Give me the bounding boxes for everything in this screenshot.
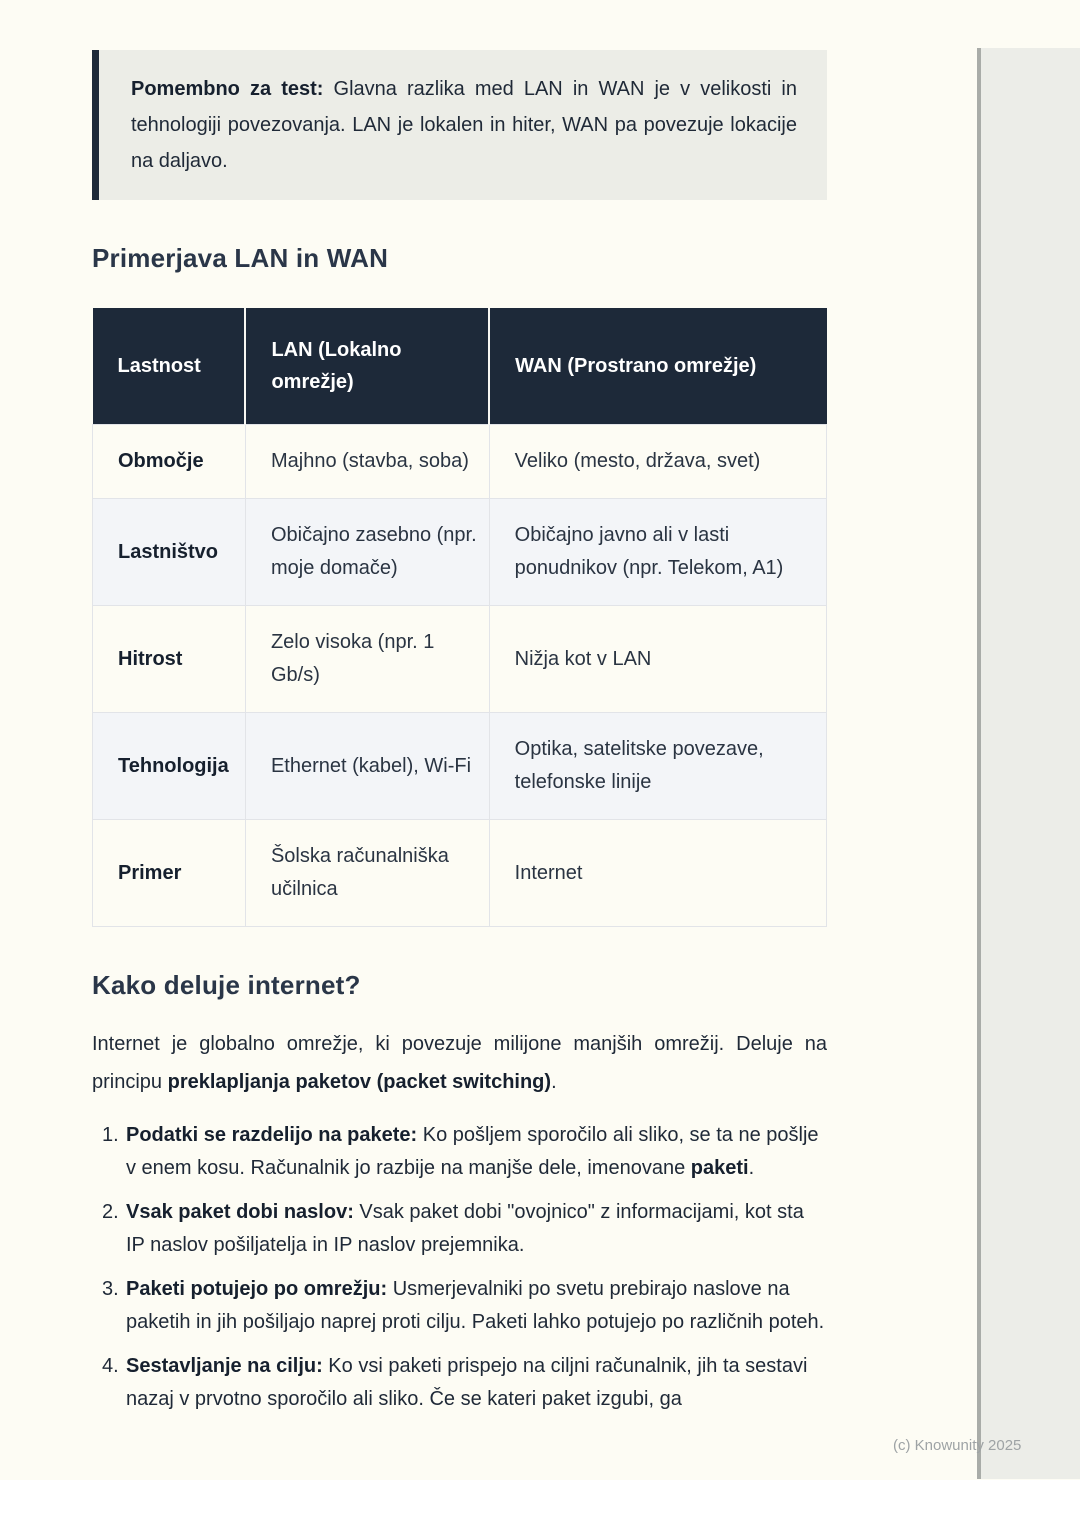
list-item-number: 3.	[102, 1278, 119, 1300]
list-item-text: Vsak paket dobi "ovojnico" z informacijami, kot sta IP naslov pošiljatelja in IP naslov prejemnika.	[126, 1201, 804, 1256]
intro-text: Internet je globalno omrežje, ki povezuje milijone manjših omrežij. Deluje na principu	[92, 1033, 827, 1093]
intro-paragraph	[92, 1025, 827, 1101]
wan-cell: Internet	[489, 820, 826, 927]
table-row	[93, 606, 827, 713]
header-cell-lan: LAN (Lokalno omrežje)	[245, 308, 489, 425]
feature-cell: Območje	[93, 425, 246, 499]
callout-label: Pomembno za test:	[131, 78, 324, 100]
list-item	[102, 1273, 827, 1339]
section-title-how-internet-works: Kako deluje internet?	[92, 970, 361, 1000]
lan-cell: Običajno zasebno (npr. moje domače)	[245, 499, 489, 606]
header-cell-wan: WAN (Prostrano omrežje)	[489, 308, 826, 425]
list-item-suffix: .	[748, 1157, 755, 1179]
intro-bold-text: preklapljanja paketov (packet switching)	[167, 1071, 552, 1093]
list-item-text: Ko pošljem sporočilo ali sliko, se ta ne pošlje v enem kosu. Računalnik jo razbije na manjše dele, imenovane	[126, 1124, 819, 1179]
list-item-label: Sestavljanje na cilju:	[126, 1355, 323, 1377]
watermark: (c) Knowunity 2025	[893, 1437, 1022, 1454]
callout-text: Glavna razlika med LAN in WAN je v velikosti in tehnologiji povezovanja. LAN je lokalen in hiter, WAN pa povezuje lokacije na daljavo.	[131, 78, 797, 172]
table-row	[93, 820, 827, 927]
important-note-callout	[92, 50, 827, 200]
table-header-row	[93, 308, 827, 425]
list-item-bold-text: paketi	[690, 1157, 749, 1179]
lan-cell: Majhno (stavba, soba)	[245, 425, 489, 499]
table-row	[93, 499, 827, 606]
list-item-text: Usmerjevalniki po svetu prebirajo naslove na paketih in jih pošiljajo naprej proti cilju. Paketi lahko potujejo po različnih poteh.	[126, 1278, 825, 1333]
header-cell-feature: Lastnost	[93, 308, 246, 425]
lan-cell: Ethernet (kabel), Wi-Fi	[245, 713, 489, 820]
list-item-label: Paketi potujejo po omrežju:	[126, 1278, 388, 1300]
list-item	[102, 1350, 827, 1416]
table-row	[93, 713, 827, 820]
list-item-number: 4.	[102, 1355, 119, 1377]
wan-cell: Nižja kot v LAN	[489, 606, 826, 713]
list-item-number: 1.	[102, 1124, 119, 1146]
feature-cell: Lastništvo	[93, 499, 246, 606]
list-item-label: Podatki se razdelijo na pakete:	[126, 1124, 418, 1146]
list-item	[102, 1196, 827, 1262]
feature-cell: Primer	[93, 820, 246, 927]
feature-cell: Hitrost	[93, 606, 246, 713]
feature-cell: Tehnologija	[93, 713, 246, 820]
list-item-number: 2.	[102, 1201, 119, 1223]
list-item	[102, 1119, 827, 1185]
list-item-label: Vsak paket dobi naslov:	[126, 1201, 354, 1223]
list-item-text: Ko vsi paketi prispejo na ciljni računalnik, jih ta sestavi nazaj v prvotno sporočilo ali sliko. Če se kateri paket izgubi, ga	[126, 1355, 808, 1410]
wan-cell: Običajno javno ali v lasti ponudnikov (npr. Telekom, A1)	[489, 499, 826, 606]
packet-switching-steps-list	[92, 1119, 827, 1416]
wan-cell: Veliko (mesto, država, svet)	[489, 425, 826, 499]
table-row	[93, 425, 827, 499]
document-content	[92, 0, 827, 1427]
intro-suffix: .	[551, 1071, 557, 1093]
lan-cell: Šolska računalniška učilnica	[245, 820, 489, 927]
wan-cell: Optika, satelitske povezave, telefonske linije	[489, 713, 826, 820]
lan-wan-comparison-table	[92, 308, 827, 927]
section-title-comparison: Primerjava LAN in WAN	[92, 243, 389, 273]
side-panel	[977, 48, 1080, 1479]
lan-cell: Zelo visoka (npr. 1 Gb/s)	[245, 606, 489, 713]
